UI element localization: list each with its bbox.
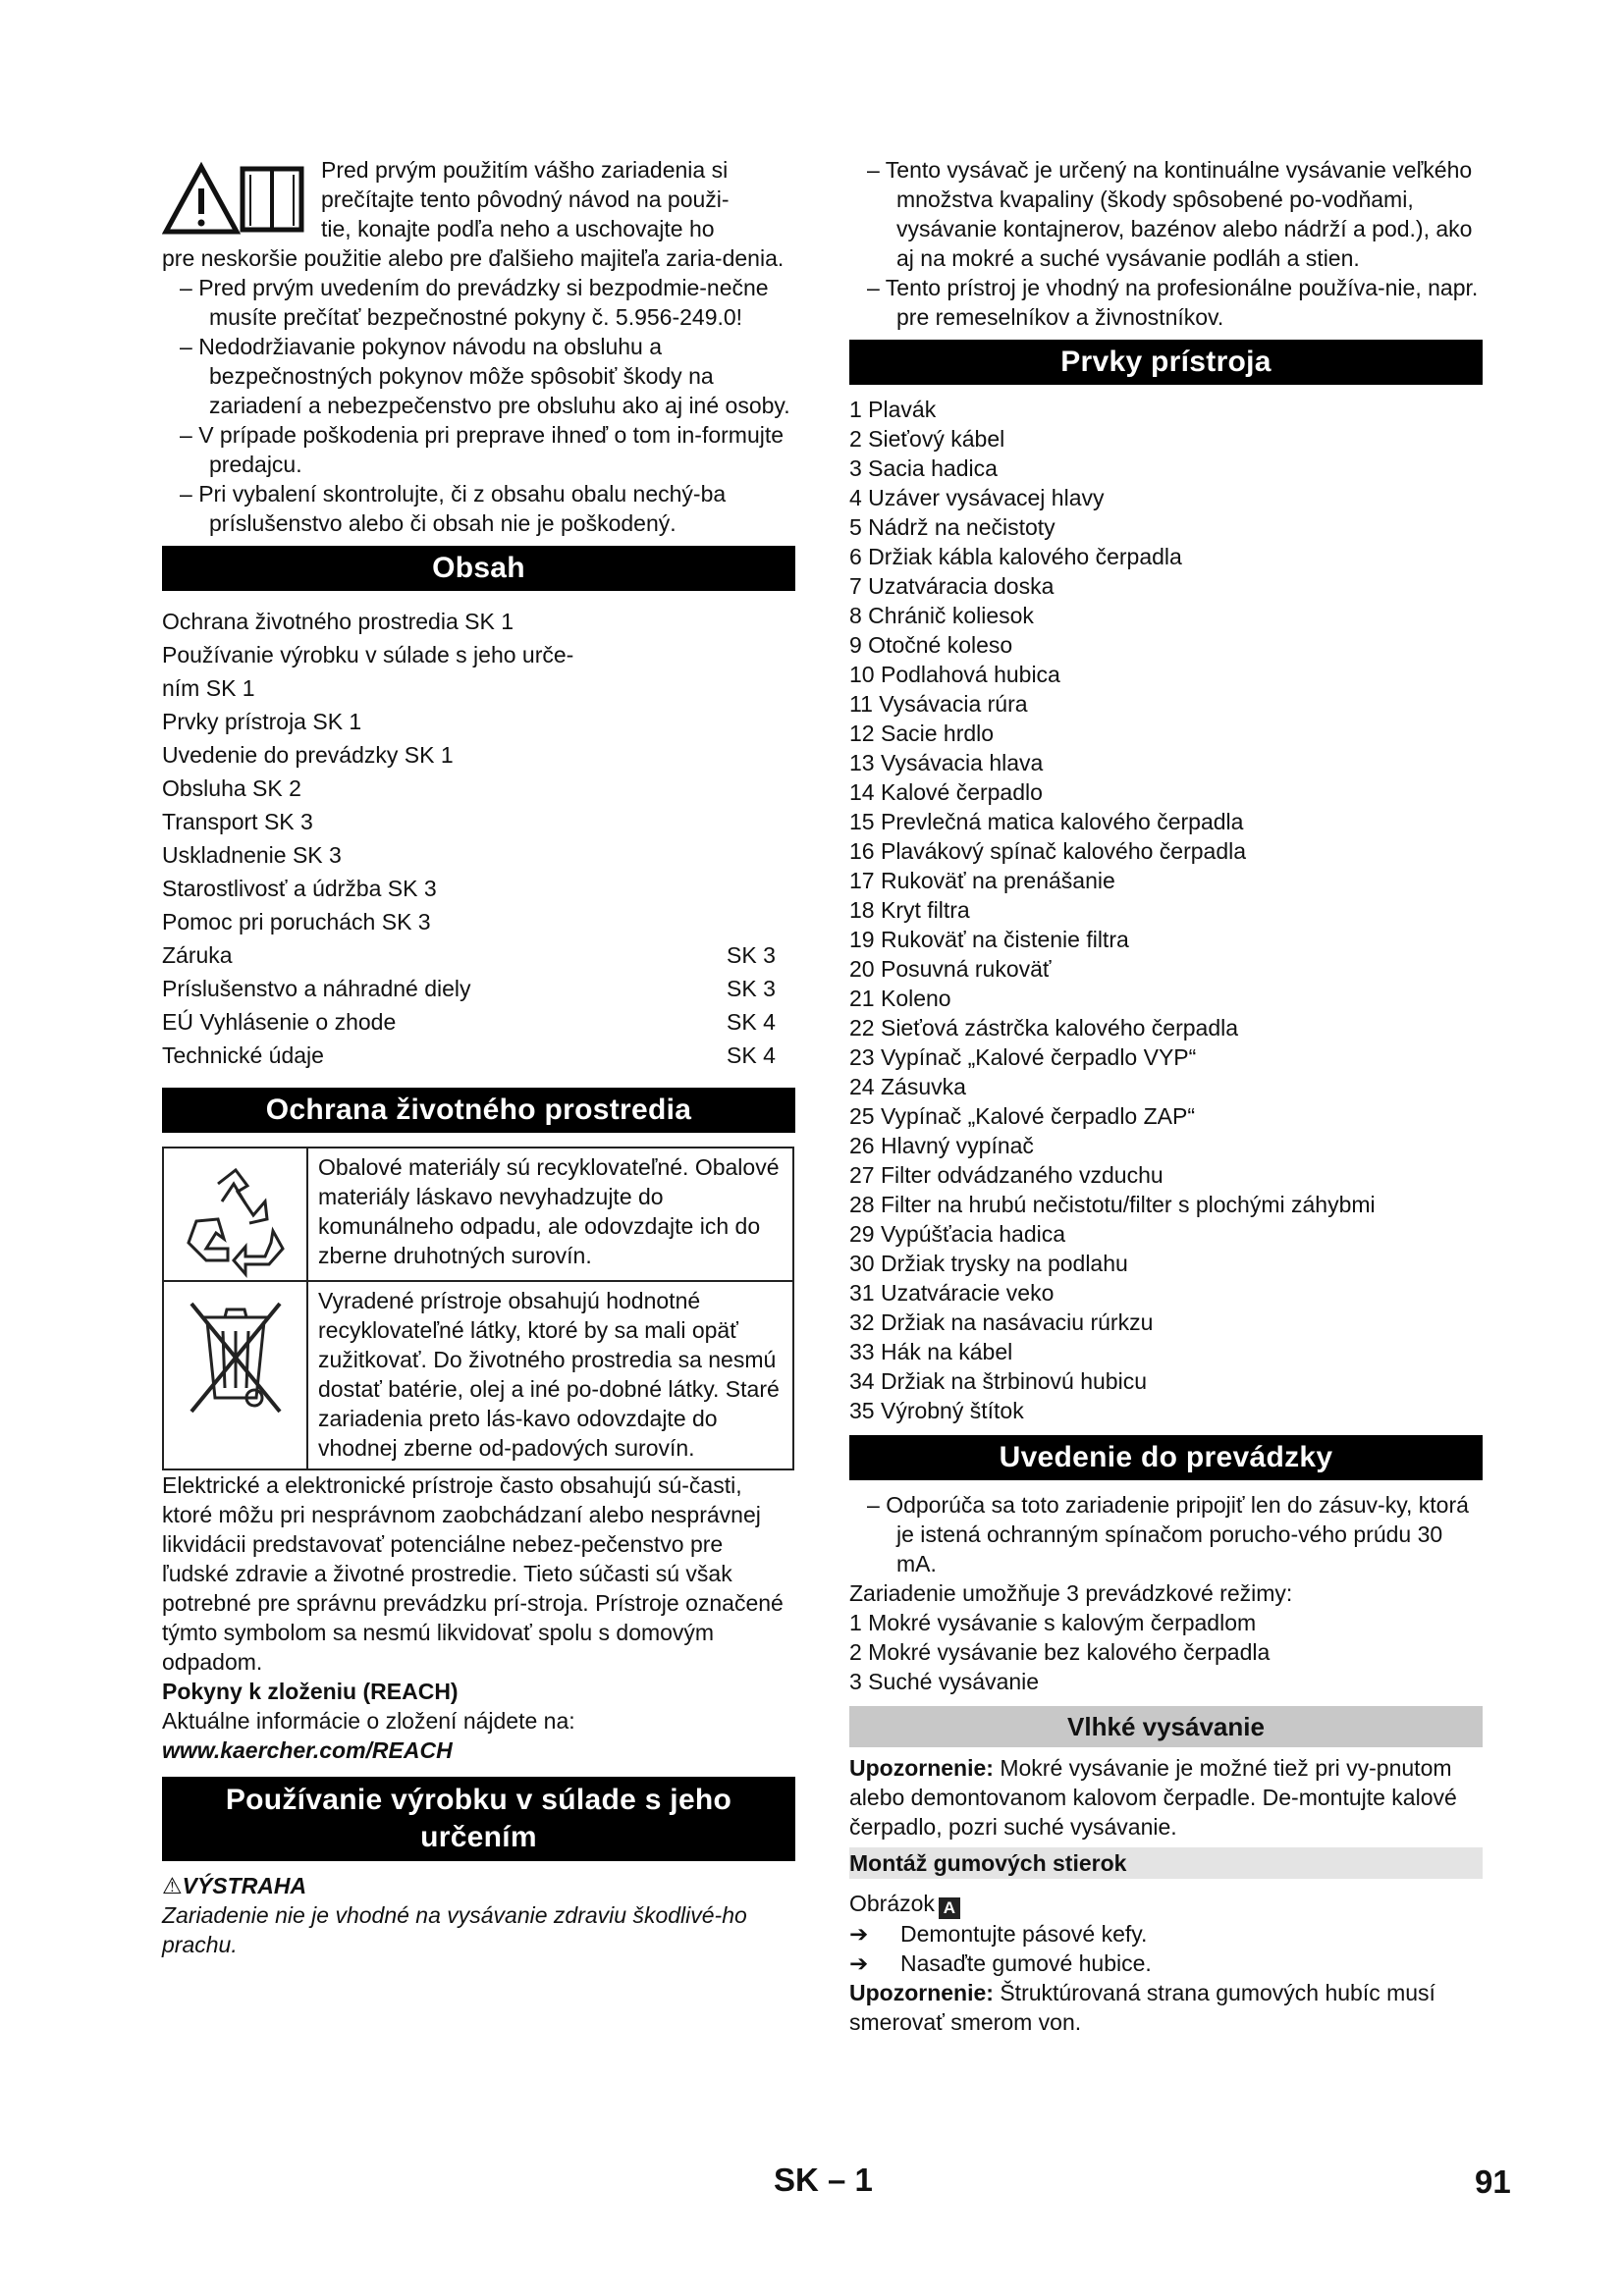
reach-heading: Pokyny k zloženiu (REACH) [162, 1679, 459, 1704]
toc-item: Obsluha SK 2 [162, 775, 301, 801]
toc-row [162, 972, 795, 1005]
parts-list-item: 29 Vypúšťacia hadica [849, 1221, 1066, 1247]
step-item [849, 1919, 1483, 1949]
parts-list-item: 16 Plavákový spínač kalového čerpadla [849, 838, 1247, 864]
parts-list-item: 4 Uzáver vysávacej hlavy [849, 485, 1105, 510]
toc-item: Pomoc pri poruchách SK 3 [162, 909, 431, 934]
toc-heading: Obsah [162, 546, 795, 591]
left-column [162, 155, 795, 1959]
wet-vacuuming-heading: Vlhké vysávanie [849, 1706, 1483, 1747]
right-column [849, 155, 1483, 2037]
warning-label-text: VÝSTRAHA [182, 1873, 307, 1898]
intro-line-3: tie, konajte podľa neho a uschovajte ho [321, 216, 715, 241]
parts-list-item: 27 Filter odvádzaného vzduchu [849, 1162, 1164, 1188]
toc-row [162, 938, 795, 972]
usage-heading-line-2: určením [420, 1821, 537, 1853]
parts-list-item: 17 Rukoväť na prenášanie [849, 868, 1115, 893]
environment-heading: Ochrana životného prostredia [162, 1088, 795, 1133]
warning-icon: ⚠ [162, 1873, 183, 1898]
parts-list-item: 21 Koleno [849, 986, 951, 1011]
toc-item: Uskladnenie SK 3 [162, 842, 342, 868]
intro-line-2: prečítajte tento pôvodný návod na použi- [321, 187, 730, 212]
intro-rest: pre neskoršie použitie alebo pre ďalšieho majiteľa zaria-denia. [162, 245, 785, 271]
environment-icon-cell [164, 1282, 308, 1468]
parts-list-item: 32 Držiak na nasávaciu rúrkzu [849, 1309, 1154, 1335]
step-item [849, 1949, 1483, 1978]
figure-badge: A [939, 1897, 960, 1919]
electric-text: Elektrické a elektronické prístroje často obsahujú sú-časti, ktoré môžu pri nesprávnom zaobchádzaní alebo nesprávnej likvidácii predstavovať potenciálne nebez-pečenstvo pre ľudské zdravie a životné prostredie. Tieto súčasti sú však potrebné pre správnu prevádzku prí-stroja. Prístroje označené týmto symbolom sa nesmú likvidovať spolu s domovým odpadom. [162, 1472, 784, 1675]
environment-row-recycling [164, 1148, 792, 1280]
parts-list-item: 19 Rukoväť na čistenie filtra [849, 927, 1129, 952]
parts-list-item: 25 Vypínač „Kalové čerpadlo ZAP“ [849, 1103, 1195, 1129]
parts-list-item: 2 Sieťový kábel [849, 426, 1005, 452]
environment-table [162, 1147, 794, 1470]
table-of-contents [162, 605, 795, 1072]
wet-note [849, 1753, 1483, 1842]
parts-list-item: 20 Posuvná rukoväť [849, 956, 1052, 982]
mode-item: 3 Suché vysávanie [849, 1669, 1040, 1694]
warning-label [162, 1871, 795, 1900]
note-text: Mokré vysávanie je možné tiež pri vy-pnutom alebo demontovanom kalovom čerpadle. De-montujte kalové čerpadlo, pozri suché vysávanie. [849, 1755, 1457, 1840]
parts-list-item: 3 Sacia hadica [849, 455, 998, 481]
mode-item: 2 Mokré vysávanie bez kalového čerpadla [849, 1639, 1271, 1665]
parts-list-item: 13 Vysávacia hlava [849, 750, 1044, 775]
toc-row-title: Záruka [162, 942, 233, 968]
toc-row-page: SK 3 [727, 942, 776, 968]
arrow-icon: ➔ [849, 1950, 869, 1976]
toc-row-page: SK 4 [727, 1042, 776, 1068]
startup-bullet: – Odporúča sa toto zariadenie pripojiť len do zásuv-ky, ktorá je istená ochranným spínačom porucho-vého prúdu 30 mA. [849, 1490, 1483, 1578]
intro-line-1: Pred prvým použitím vášho zariadenia si [321, 157, 729, 183]
note-text: Štruktúrovaná strana gumových hubíc musí smerovať smerom von. [849, 1980, 1435, 2035]
parts-list-item: 9 Otočné koleso [849, 632, 1013, 658]
parts-list-item: 22 Sieťová zástrčka kalového čerpadla [849, 1015, 1239, 1041]
figure-ref [849, 1889, 1483, 1919]
intro-block [162, 155, 795, 538]
crossed-bin-icon [182, 1296, 290, 1423]
parts-list-item: 26 Hlavný vypínač [849, 1133, 1034, 1158]
parts-list [849, 395, 1483, 1425]
arrow-icon: ➔ [849, 1921, 869, 1947]
usage-heading-line-1: Používanie výrobku v súlade s jeho [225, 1784, 732, 1816]
parts-list-item: 8 Chránič koliesok [849, 603, 1034, 628]
reach-text: Aktuálne informácie o zložení nájdete na: [162, 1708, 575, 1734]
recycle-icon [177, 1162, 295, 1280]
parts-list-item: 6 Držiak kábla kalového čerpadla [849, 544, 1182, 569]
toc-item: Uvedenie do prevádzky SK 1 [162, 742, 454, 768]
parts-list-item: 12 Sacie hrdlo [849, 721, 995, 746]
parts-list-item: 33 Hák na kábel [849, 1339, 1013, 1364]
warning-manual-icon [162, 159, 304, 236]
parts-list-item: 35 Výrobný štítok [849, 1398, 1024, 1423]
parts-list-item: 24 Zásuvka [849, 1074, 966, 1099]
step-text: Nasaďte gumové hubice. [900, 1950, 1152, 1976]
toc-item: Ochrana životného prostredia SK 1 [162, 609, 514, 634]
modes-intro: Zariadenie umožňuje 3 prevádzkové režimy: [849, 1580, 1293, 1606]
parts-list-item: 31 Uzatváracie veko [849, 1280, 1055, 1306]
parts-list-item: 34 Držiak na štrbinovú hubicu [849, 1368, 1147, 1394]
parts-list-item: 18 Kryt filtra [849, 897, 970, 923]
toc-row-page: SK 4 [727, 1009, 776, 1035]
parts-heading: Prvky prístroja [849, 340, 1483, 385]
note-label: Upozornenie: [849, 1980, 994, 2005]
page-number: 91 [1475, 2163, 1511, 2200]
usage-bullet: – Tento vysávač je určený na kontinuálne vysávanie veľkého množstva kvapaliny (škody spôsobené po-vodňami, vysávanie kontajnerov, bazénov alebo nádrží a pod.), ako aj na mokré a suché vysávanie podláh a stien. [849, 155, 1483, 273]
intro-bullet: – Nedodržiavanie pokynov návodu na obsluhu a bezpečnostných pokynov môže spôsobiť škody na zariadení a nebezpečenstvo pre obsluhu ako aj iné osoby. [162, 332, 795, 420]
parts-list-item: 1 Plavák [849, 397, 937, 422]
toc-row-title: Technické údaje [162, 1042, 324, 1068]
note-label: Upozornenie: [849, 1755, 994, 1781]
parts-list-item: 14 Kalové čerpadlo [849, 779, 1043, 805]
environment-icon-cell [164, 1148, 308, 1280]
disposal-text: Vyradené prístroje obsahujú hodnotné recyklovateľné látky, ktoré by sa mali opäť zužitkovať. Do životného prostredia sa nesmú dostať batérie, olej a iné po-dobné látky. Staré zariadenia preto lás-kavo odovzdajte do vhodnej zberne od-padových surovín. [318, 1288, 780, 1461]
mode-item: 1 Mokré vysávanie s kalovým čerpadlom [849, 1610, 1257, 1635]
usage-bullet: – Tento prístroj je vhodný na profesionálne používa-nie, napr. pre remeselníkov a živnostníkov. [849, 273, 1483, 332]
parts-list-item: 11 Vysávacia rúra [849, 691, 1028, 717]
parts-list-item: 28 Filter na hrubú nečistotu/filter s plochými záhybmi [849, 1192, 1376, 1217]
intro-bullet: – Pred prvým uvedením do prevádzky si bezpodmie-nečne musíte prečítať bezpečnostné pokyny č. 5.956-249.0! [162, 273, 795, 332]
usage-heading [162, 1777, 795, 1861]
parts-list-item: 23 Vypínač „Kalové čerpadlo VYP“ [849, 1044, 1197, 1070]
parts-list-item: 5 Nádrž na nečistoty [849, 514, 1056, 540]
toc-row-page: SK 3 [727, 976, 776, 1001]
toc-item: Používanie výrobku v súlade s jeho urče- [162, 642, 574, 667]
intro-bullet: – V prípade poškodenia pri preprave ihneď o tom in-formujte predajcu. [162, 420, 795, 479]
toc-item: ním SK 1 [162, 675, 255, 701]
toc-row [162, 1005, 795, 1039]
toc-item: Starostlivosť a údržba SK 3 [162, 876, 437, 901]
figure-label: Obrázok [849, 1891, 935, 1916]
startup-heading: Uvedenie do prevádzky [849, 1435, 1483, 1480]
squeegee-subheading: Montáž gumových stierok [849, 1847, 1483, 1879]
toc-row [162, 1039, 795, 1072]
step-text: Demontujte pásové kefy. [900, 1921, 1148, 1947]
warning-text: Zariadenie nie je vhodné na vysávanie zdraviu škodlivé-ho prachu. [162, 1902, 747, 1957]
parts-list-item: 30 Držiak trysky na podlahu [849, 1251, 1128, 1276]
reach-link[interactable]: www.kaercher.com/REACH [162, 1737, 453, 1763]
recycle-text: Obalové materiály sú recyklovateľné. Obalové materiály láskavo nevyhadzujte do komunálneho odpadu, ale odovzdajte ich do zberne druhotných surovín. [318, 1154, 780, 1268]
intro-bullet: – Pri vybalení skontrolujte, či z obsahu obalu nechý-ba príslušenstvo alebo či obsah nie je poškodený. [162, 479, 795, 538]
toc-row-title: EÚ Vyhlásenie o zhode [162, 1009, 397, 1035]
footer-section: SK – 1 [774, 2162, 873, 2198]
toc-item: Transport SK 3 [162, 809, 313, 834]
wet-note-2 [849, 1978, 1483, 2037]
parts-list-item: 10 Podlahová hubica [849, 662, 1060, 687]
environment-row-disposal [164, 1280, 792, 1468]
parts-list-item: 15 Prevlečná matica kalového čerpadla [849, 809, 1244, 834]
parts-list-item: 7 Uzatváracia doska [849, 573, 1055, 599]
toc-row-title: Príslušenstvo a náhradné diely [162, 976, 471, 1001]
toc-item: Prvky prístroja SK 1 [162, 709, 362, 734]
